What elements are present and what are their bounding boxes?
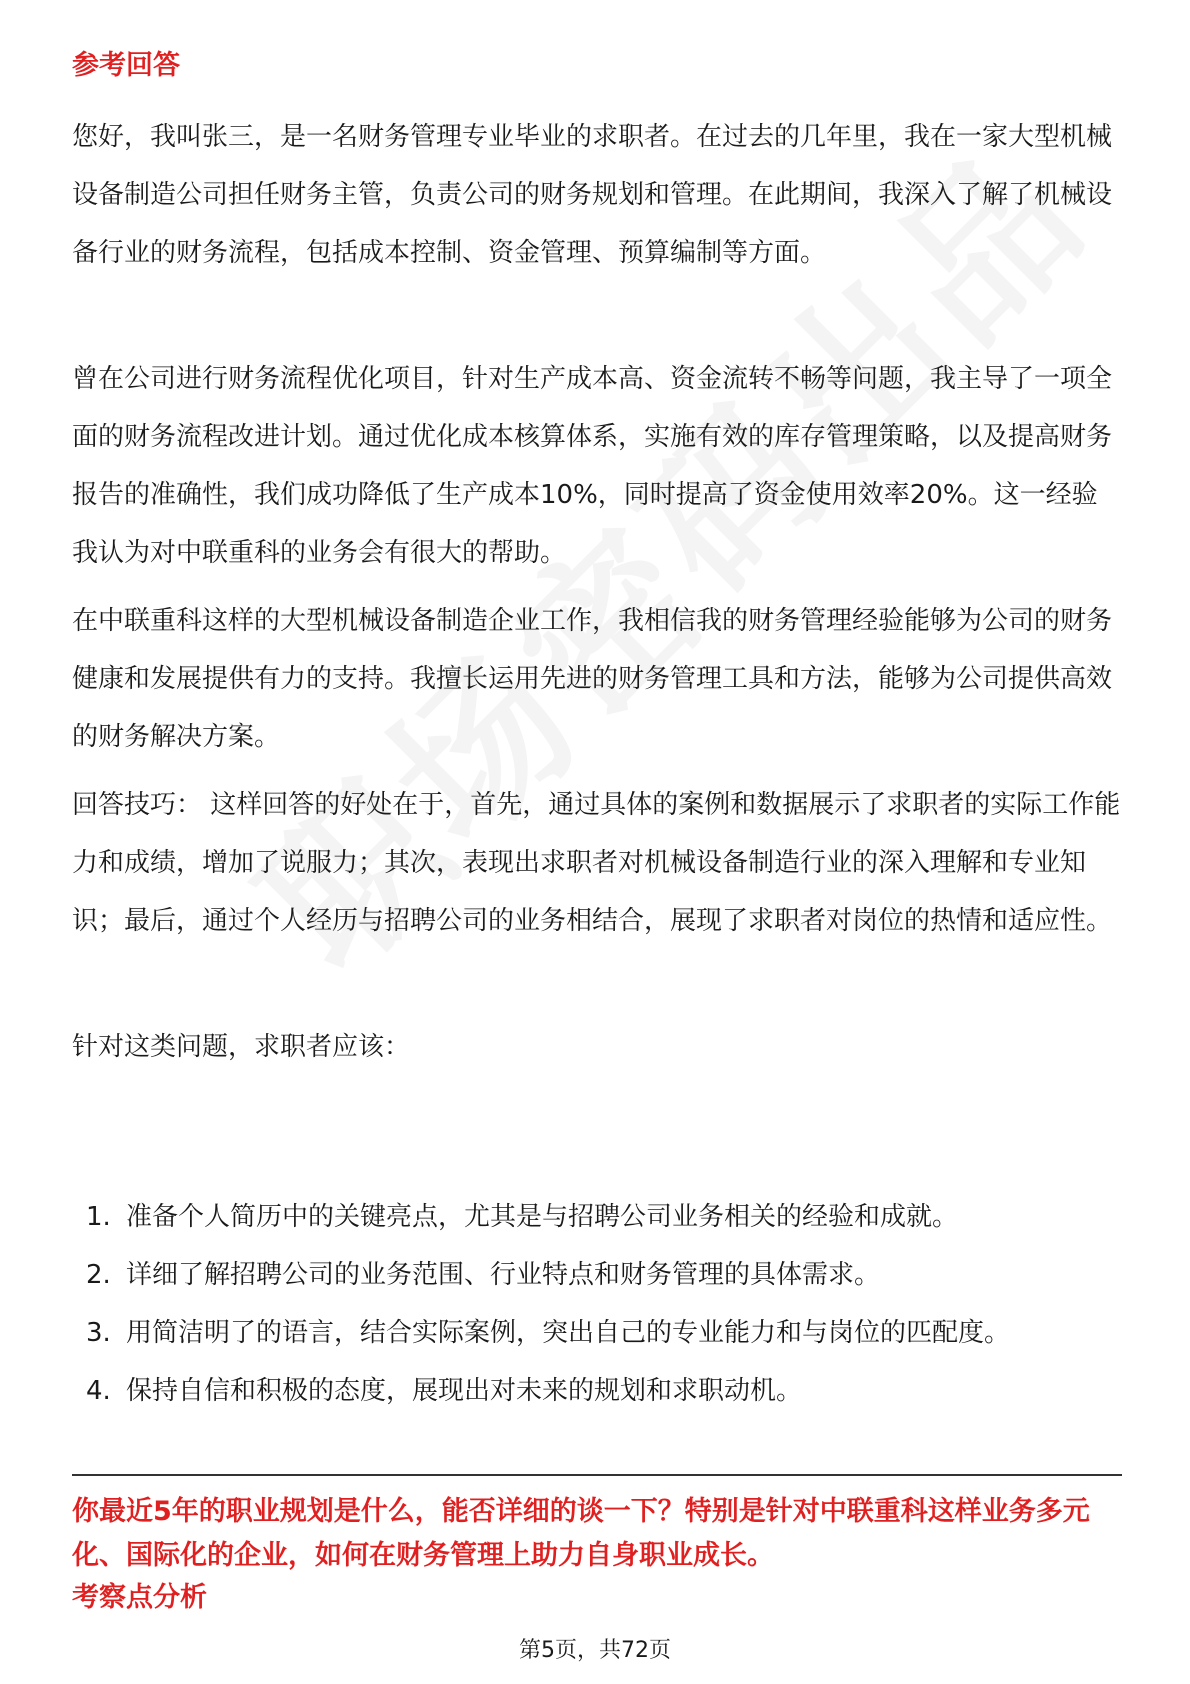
answer-paragraph-1: 您好，我叫张三，是一名财务管理专业毕业的求职者。在过去的几年里，我在一家大型机械设备制造公司担任财务主管，负责公司的财务规划和管理。在此期间，我深入了解了机械设备行业的财务流程，包括成本控制、资金管理、预算编制等方面。 [72,122,1113,268]
list-item [72,1362,1122,1420]
section-divider [72,1474,1122,1476]
list-item [72,1246,1122,1304]
list-number: 2. [86,1260,111,1290]
answer-paragraph-3: 在中联重科这样的大型机械设备制造企业工作，我相信我的财务管理经验能够为公司的财务健康和发展提供有力的支持。我擅长运用先进的财务管理工具和方法，能够为公司提供高效的财务解决方案。 [72,606,1113,752]
list-item [72,1304,1122,1362]
advice-intro: 针对这类问题，求职者应该： [72,1032,411,1062]
next-question: 你最近5年的职业规划是什么，能否详细的谈一下？特别是针对中联重科这样业务多元化、国际化的企业，如何在财务管理上助力自身职业成长。 [72,1496,1090,1571]
tips-paragraph: 回答技巧： 这样回答的好处在于，首先，通过具体的案例和数据展示了求职者的实际工作能力和成绩，增加了说服力；其次，表现出求职者对机械设备制造行业的深入理解和专业知识；最后，通过个人经历与招聘公司的业务相结合，展现了求职者对岗位的热情和适应性。 [72,790,1121,936]
analysis-heading: 考察点分析 [72,1582,207,1613]
list-text: 用简洁明了的语言，结合实际案例，突出自己的专业能力和与岗位的匹配度。 [126,1318,1011,1348]
page-footer: 第5页，共72页 [519,1638,671,1663]
list-number: 1. [86,1202,111,1232]
list-number: 3. [86,1318,111,1348]
list-number: 4. [86,1376,111,1406]
list-text: 详细了解招聘公司的业务范围、行业特点和财务管理的具体需求。 [126,1260,881,1290]
answer-paragraph-2: 曾在公司进行财务流程优化项目，针对生产成本高、资金流转不畅等问题，我主导了一项全面的财务流程改进计划。通过优化成本核算体系，实施有效的库存管理策略，以及提高财务报告的准确性，我们成功降低了生产成本10%，同时提高了资金使用效率20%。这一经验我认为对中联重科的业务会有很大的帮助。 [72,364,1113,568]
list-item [72,1188,1122,1246]
advice-list [72,1188,1122,1420]
list-text: 准备个人简历中的关键亮点，尤其是与招聘公司业务相关的经验和成就。 [126,1202,959,1232]
answer-heading: 参考回答 [72,50,180,81]
list-text: 保持自信和积极的态度，展现出对未来的规划和求职动机。 [126,1376,803,1406]
